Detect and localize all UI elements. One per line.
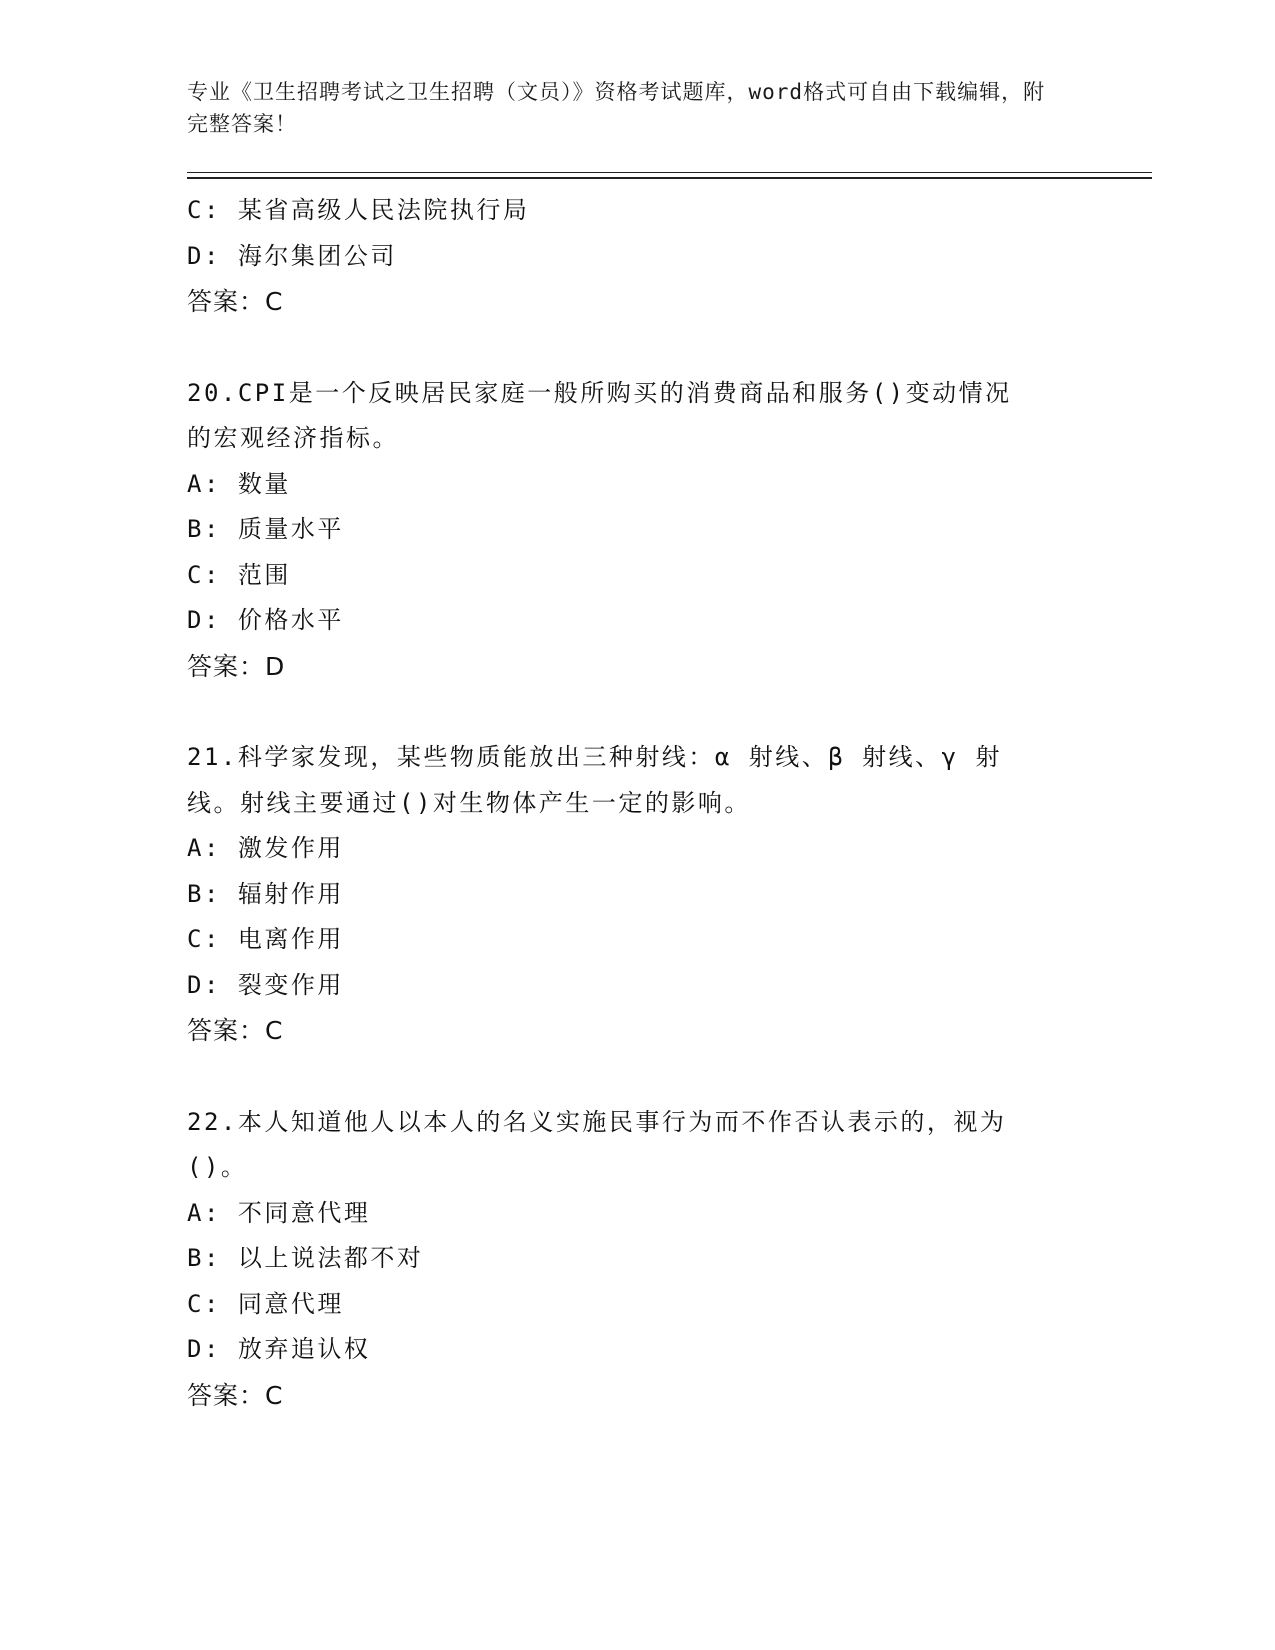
option-a: A: 不同意代理: [187, 1198, 371, 1227]
question-stem-cont: ()。: [187, 1153, 248, 1181]
question-22: [187, 1100, 1087, 1419]
header-divider-thick: [187, 177, 1152, 179]
option-d: D: 价格水平: [187, 606, 344, 634]
answer-line: 答案：C: [187, 287, 284, 316]
document-header: 专业《卫生招聘考试之卫生招聘（文员）》资格考试题库，word格式可自由下载编辑，附完整答案！: [187, 80, 1046, 136]
question-content: [187, 188, 1087, 1418]
spacer: [187, 689, 1087, 735]
question-stem: 22.本人知道他人以本人的名义实施民事行为而不作否认表示的，视为: [187, 1107, 1007, 1136]
option-c: C: 某省高级人民法院执行局: [187, 196, 530, 224]
option-b: B: 质量水平: [187, 515, 344, 543]
answer-line: 答案：D: [187, 651, 286, 681]
spacer: [187, 1054, 1087, 1100]
question-stem: 21.科学家发现，某些物质能放出三种射线：α 射线、β 射线、γ 射: [187, 743, 1003, 771]
spacer: [187, 325, 1087, 371]
prev-question: [187, 188, 1087, 325]
question-stem: 20.CPI是一个反映居民家庭一般所购买的消费商品和服务()变动情况: [187, 378, 1012, 407]
option-b: B: 辐射作用: [187, 879, 344, 908]
answer-line: 答案：C: [187, 1016, 284, 1045]
question-20: [187, 371, 1087, 690]
question-stem-cont: 线。射线主要通过()对生物体产生一定的影响。: [187, 788, 751, 817]
option-c: C: 范围: [187, 560, 291, 589]
answer-line: 答案：C: [187, 1380, 284, 1410]
option-c: C: 同意代理: [187, 1289, 344, 1318]
question-21: [187, 735, 1087, 1054]
question-stem-cont: 的宏观经济指标。: [187, 424, 399, 452]
option-a: A: 激发作用: [187, 834, 344, 862]
option-b: B: 以上说法都不对: [187, 1244, 424, 1272]
option-d: D: 放弃追认权: [187, 1335, 371, 1363]
option-d: D: 海尔集团公司: [187, 241, 397, 270]
header-divider-thin: [187, 172, 1152, 173]
option-d: D: 裂变作用: [187, 970, 344, 999]
option-a: A: 数量: [187, 469, 291, 498]
option-c: C: 电离作用: [187, 925, 344, 953]
